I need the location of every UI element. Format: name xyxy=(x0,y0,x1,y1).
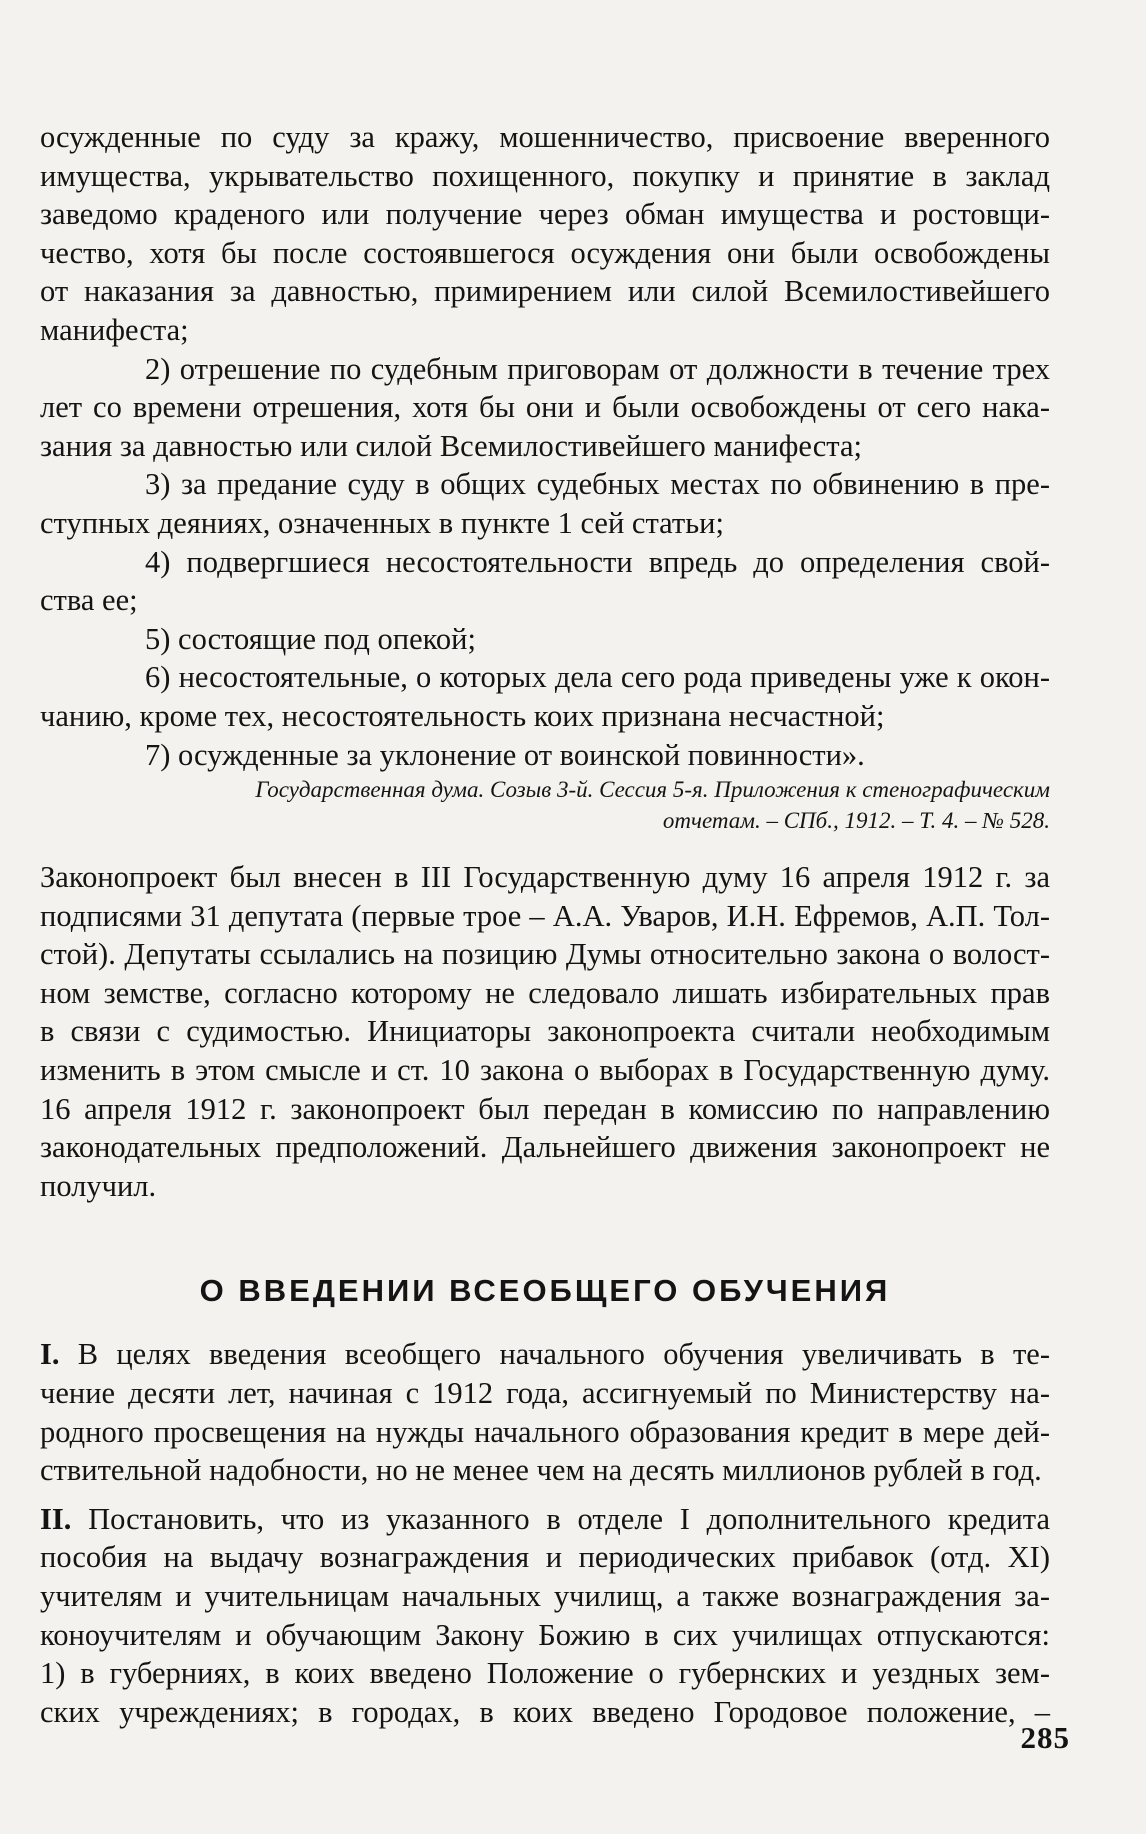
text-line: 2) отрешение по судебным приговорам от должности в течение трех xyxy=(145,351,1050,386)
text-line: 6) несостоятельные, о которых дела сего рода приведены уже к окон- xyxy=(145,660,1050,695)
citation-line: Государственная дума. Созыв 3-й. Сессия 5-я. Приложения к стенографическим xyxy=(255,777,1050,803)
source-citation xyxy=(40,774,1050,836)
text-line: изменить в этом смысле и ст. 10 закона о выборах в Государственную думу. xyxy=(40,1053,1050,1088)
text-line: Законопроект был внесен в III Государственную думу 16 апреля 1912 г. за xyxy=(40,860,1050,895)
text-line xyxy=(40,1500,1050,1539)
text-line: чение десяти лет, начиная с 1912 года, ассигнуемый по Министерству на- xyxy=(40,1376,1050,1411)
text-line: стой). Депутаты ссылались на позицию Думы относительно закона о волост- xyxy=(40,937,1050,972)
text-line: подписями 31 депутата (первые трое – А.А. Уваров, И.Н. Ефремов, А.П. Тол- xyxy=(40,898,1050,933)
text-line: имущества, укрывательство похищенного, покупку и принятие в заклад xyxy=(40,158,1050,193)
text-line: 1) в губерниях, в коих введено Положение о губернских и уездных зем- xyxy=(40,1656,1050,1691)
list-item-6 xyxy=(40,658,1050,735)
text-line: коноучителям и обучающим Закону Божию в сих училищах отпускаются: xyxy=(40,1617,1050,1652)
text-line: учителям и учительницам начальных училищ, а также вознаграждения за- xyxy=(40,1579,1050,1613)
text-line: от наказания за давностью, примирением или силой Всемилостивейшего xyxy=(40,274,1050,309)
list-item-7 xyxy=(40,736,1050,775)
text-line: 16 апреля 1912 г. законопроект был передан в комиссию по направлению xyxy=(40,1091,1050,1126)
text-line: лет со времени отрешения, хотя бы они и были освобождены от сего нака- xyxy=(40,390,1050,425)
text-line: 3) за предание суду в общих судебных местах по обвинению в пре- xyxy=(145,467,1050,502)
section-2 xyxy=(40,1500,1050,1732)
text-line: чество, хотя бы после состоявшегося осуждения они были освобождены xyxy=(40,235,1050,270)
text-line: 4) подвергшиеся несостоятельности впредь до определения свой- xyxy=(145,544,1050,579)
page-content xyxy=(40,118,1050,1731)
list-item-2 xyxy=(40,350,1050,466)
text-fragment: Постановить, что из указанного в отделе I дополнительного кредита xyxy=(71,1501,1050,1536)
page-number: 285 xyxy=(1020,1720,1070,1755)
intro-paragraph xyxy=(40,118,1050,350)
text-line: получил. xyxy=(40,1168,157,1203)
text-line: ступных деяниях, означенных в пункте 1 сей статьи; xyxy=(40,505,724,540)
text-line: родного просвещения на нужды начального образования кредит в мере дей- xyxy=(40,1414,1050,1449)
section-numeral: II. xyxy=(40,1501,72,1536)
text-line: зания за давностью или силой Всемилостивейшего манифеста; xyxy=(40,428,862,463)
text-line: чанию, кроме тех, несостоятельность коих признана несчастной; xyxy=(40,698,885,733)
history-paragraph xyxy=(40,858,1050,1205)
text-line: в связи с судимостью. Инициаторы законопроекта считали необходимым xyxy=(40,1014,1050,1049)
text-line: законодательных предположений. Дальнейшего движения законопроект не xyxy=(40,1130,1050,1165)
text-line: заведомо краденого или получение через обман имущества и ростовщи- xyxy=(40,197,1050,232)
text-line: 5) состоящие под опекой; xyxy=(145,621,476,656)
section-1 xyxy=(40,1335,1050,1489)
text-line: 7) осужденные за уклонение от воинской повинности». xyxy=(145,737,865,772)
section-heading: О ВВЕДЕНИИ ВСЕОБЩЕГО ОБУЧЕНИЯ xyxy=(199,1273,891,1309)
citation-line: отчетам. – СПб., 1912. – Т. 4. – № 528. xyxy=(662,808,1050,834)
text-line: ства ее; xyxy=(40,583,138,618)
list-item-5 xyxy=(40,620,1050,659)
text-line: ствительной надобности, но не менее чем на десять миллионов рублей в год. xyxy=(40,1453,1042,1488)
text-fragment: В целях введения всеобщего начального обучения увеличивать в те- xyxy=(59,1337,1050,1372)
text-line xyxy=(40,1335,1050,1374)
text-line: ских учреждениях; в городах, в коих введено Городовое положение, – xyxy=(40,1694,1050,1729)
section-numeral: I. xyxy=(40,1337,60,1372)
text-line: манифеста; xyxy=(40,312,189,347)
text-line: ном земстве, согласно которому не следовало лишать избирательных прав xyxy=(40,975,1050,1010)
list-item-4 xyxy=(40,543,1050,620)
list-item-3 xyxy=(40,465,1050,542)
text-line: осужденные по суду за кражу, мошенничество, присвоение вверенного xyxy=(40,120,1050,154)
text-line: пособия на выдачу вознаграждения и периодических прибавок (отд. XI) xyxy=(40,1540,1050,1575)
